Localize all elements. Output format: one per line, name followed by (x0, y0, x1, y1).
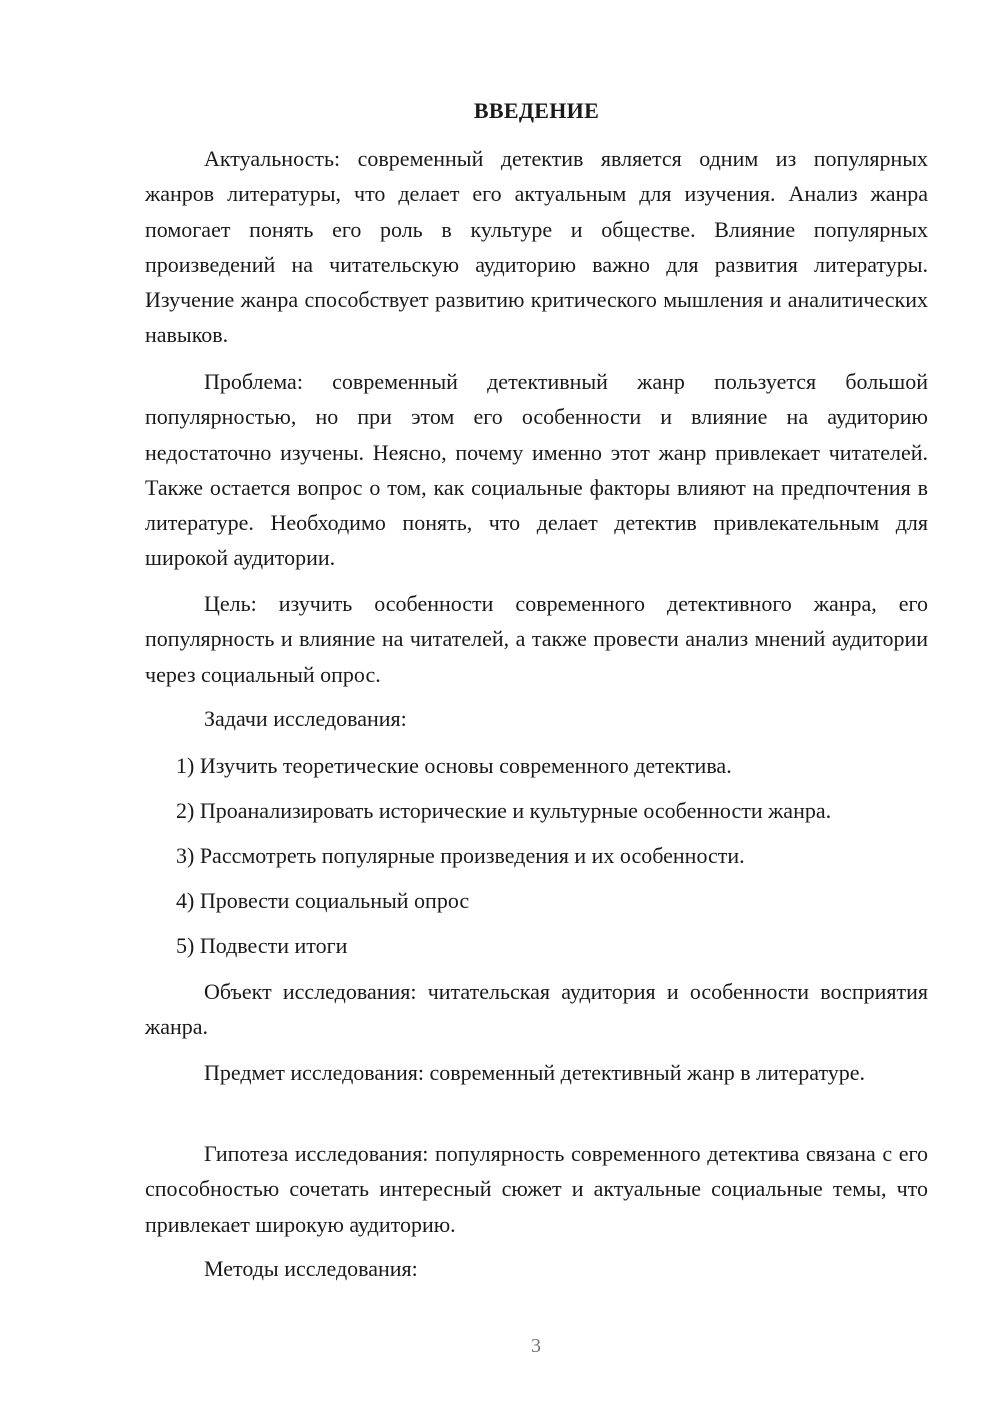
task-item: 5) Подвести итоги (176, 933, 348, 958)
page-heading: ВВЕДЕНИЕ (473, 98, 600, 123)
tasks-title: Задачи исследования: (204, 706, 407, 731)
task-item: 1) Изучить теоретические основы современного детектива. (176, 753, 732, 778)
hypothesis-paragraph: Гипотеза исследования: популярность современного детектива связана с его способностью сочетать интересный сюжет и актуальные социальные темы, что привлекает широкую аудиторию. (145, 1141, 928, 1237)
task-item: 4) Провести социальный опрос (176, 888, 470, 913)
methods-title: Методы исследования: (204, 1256, 418, 1281)
task-item: 3) Рассмотреть популярные произведения и их особенности. (176, 843, 745, 868)
page-number: 3 (531, 1335, 541, 1357)
problem-paragraph: Проблема: современный детективный жанр пользуется большой популярностью, но при этом его особенности и влияние на аудиторию недостаточно изучены. Неясно, почему именно этот жанр привлекает читателей. Также остается вопрос о том, как социальные факторы влияют на предпочтения в литературе. Необходимо понять, что делает детектив привлекательным для широкой аудитории. (145, 369, 928, 571)
relevance-paragraph: Актуальность: современный детектив является одним из популярных жанров литературы, что делает его актуальным для изучения. Анализ жанра помогает понять его роль в культуре и обществе. Влияние популярных произведений на читательскую аудиторию важно для развития литературы. Изучение жанра способствует развитию критического мышления и аналитических навыков. (145, 146, 928, 348)
subject-paragraph: Предмет исследования: современный детективный жанр в литературе. (204, 1060, 866, 1085)
goal-paragraph: Цель: изучить особенности современного детективного жанра, его популярность и влияние на читателей, а также провести анализ мнений аудитории через социальный опрос. (145, 591, 928, 687)
object-paragraph: Объект исследования: читательская аудитория и особенности восприятия жанра. (145, 979, 928, 1040)
task-item: 2) Проанализировать исторические и культурные особенности жанра. (176, 798, 832, 823)
